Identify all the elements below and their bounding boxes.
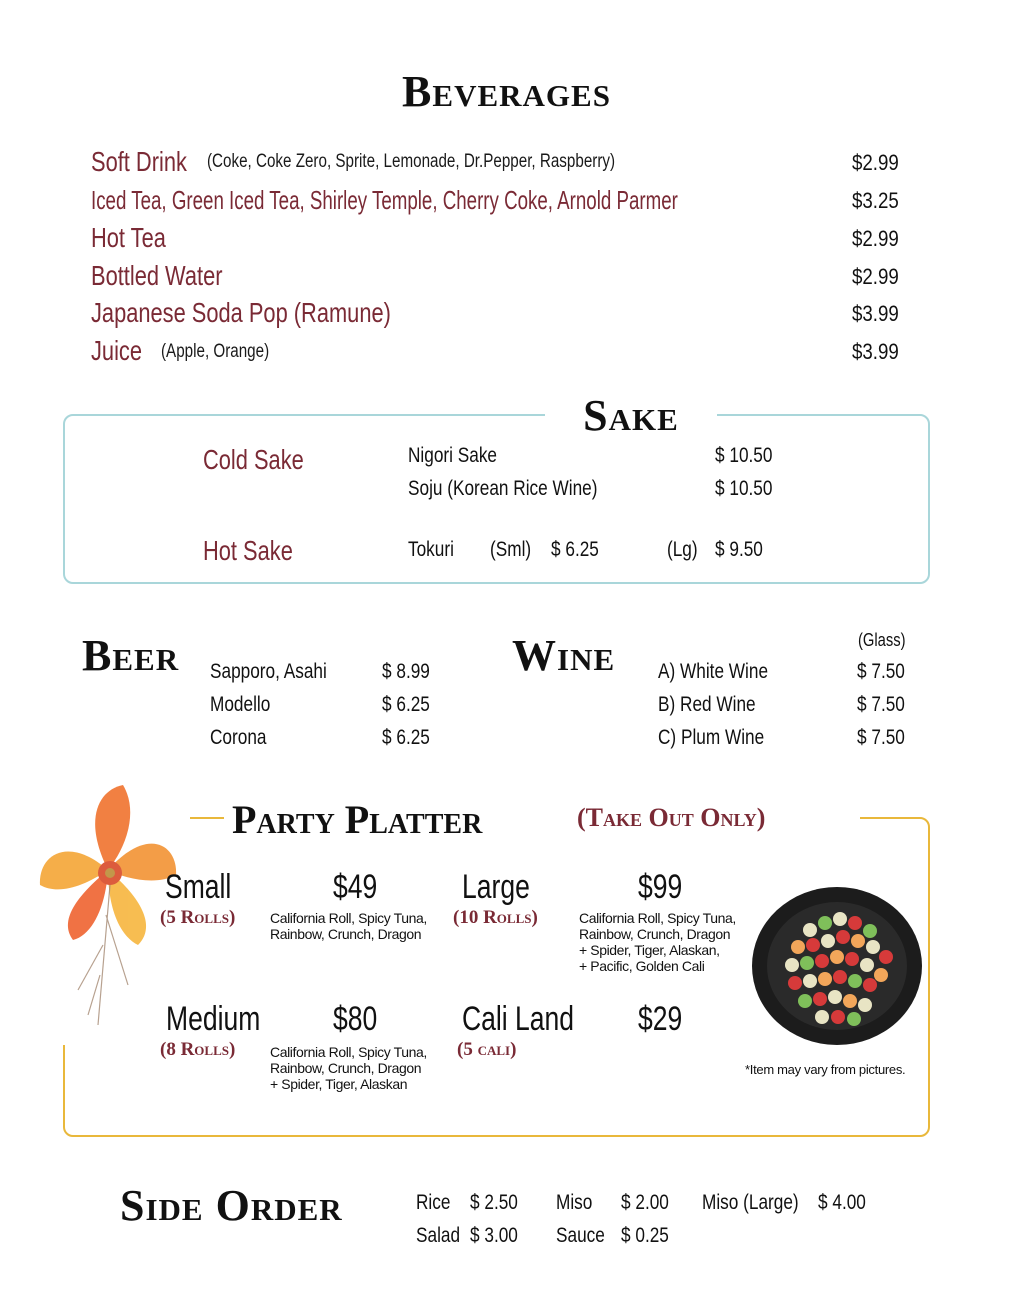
wine-item-wrap [658,726,788,750]
small-price: $49 [333,868,378,906]
list-item [91,260,260,292]
desc-line: California Roll, Spicy Tuna, [270,1044,427,1060]
item-price: $2.99 [852,150,899,175]
wine-item-price-wrap [857,693,915,717]
item-price-wrap [852,339,907,365]
side-item-wrap [416,1224,470,1248]
wine-item-price-wrap [857,660,915,684]
side-item-price: $ 2.00 [621,1191,669,1214]
desc-line: + Spider, Tiger, Alaskan [270,1076,408,1092]
wine-item-name: C) Plum Wine [658,726,765,749]
side-item-price: $ 4.00 [818,1191,866,1214]
beer-item-wrap [210,660,352,684]
wine-item-name: A) White Wine [658,660,769,683]
beer-item-price: $ 6.25 [382,726,430,749]
side-item-name: Miso [556,1191,593,1214]
disclaimer: *Item may vary from pictures. [745,1062,906,1077]
sake-item-price: $ 10.50 [715,477,773,500]
list-item [91,297,475,329]
item-name: Soft Drink [91,146,187,177]
desc-line: California Roll, Spicy Tuna, [579,910,736,926]
item-name: Japanese Soda Pop (Ramune) [91,297,391,328]
side-item-price-wrap [621,1224,679,1248]
medium-price-wrap [333,1000,390,1039]
side-item-price-wrap [470,1224,528,1248]
medium-price: $80 [333,1000,378,1038]
tokuri-lg-label: (Lg) [667,538,698,561]
title-rule-right [862,817,918,819]
small-name-wrap [165,868,250,907]
side-title: Side Order [120,1181,343,1230]
large-count: (10 Rolls) [453,907,538,928]
sushi-platter-image [750,885,925,1047]
beverages-title: Beverages [402,67,611,116]
wine-item-price: $ 7.50 [857,693,905,716]
large-name-wrap [462,868,549,907]
item-note: (Coke, Coke Zero, Sprite, Lemonade, Dr.Pepper, Raspberry) [207,151,616,172]
sake-item-wrap [408,477,639,501]
beer-item-wrap [210,726,279,750]
sake-item-wrap [408,444,517,468]
wine-item-price: $ 7.50 [857,726,905,749]
wine-item-wrap [658,660,792,684]
beer-item-name: Sapporo, Asahi [210,660,327,683]
item-name: Bottled Water [91,260,223,291]
tokuri-wrap [408,538,464,562]
tokuri-name: Tokuri [408,538,454,561]
side-item-price: $ 2.50 [470,1191,518,1214]
desc-line: + Pacific, Golden Cali [579,958,705,974]
side-item-price-wrap [818,1191,876,1215]
item-price: $3.99 [852,301,899,326]
side-item-wrap [556,1224,616,1248]
small-count: (5 Rolls) [160,907,236,928]
small-name: Small [165,868,232,906]
beer-item-name: Corona [210,726,267,749]
desc-line: Rainbow, Crunch, Dragon [579,926,731,942]
item-name: Iced Tea, Green Iced Tea, Shirley Temple, Cherry Coke, Arnold Parmer [91,185,678,215]
side-item-price-wrap [470,1191,528,1215]
side-item-price-wrap [621,1191,679,1215]
hot-sake-label: Hot Sake [203,535,293,566]
list-item-note [207,151,717,173]
list-item [91,222,187,254]
sake-item-price: $ 10.50 [715,444,773,467]
side-item-wrap [416,1191,458,1215]
item-price: $3.25 [852,188,899,213]
small-desc [270,910,427,942]
beer-item-name: Modello [210,693,271,716]
item-price-wrap [852,188,907,214]
list-item [91,146,214,178]
side-item-name: Salad [416,1224,461,1247]
large-price: $99 [638,868,683,906]
beer-item-wrap [210,693,284,717]
list-item [91,185,906,216]
medium-desc [270,1044,427,1092]
hot-sake-label-wrap [203,535,318,567]
cali-price: $29 [638,1000,683,1038]
desc-line: California Roll, Spicy Tuna, [270,910,427,926]
item-note: (Apple, Orange) [161,341,270,362]
cold-sake-label-wrap [203,444,332,476]
beer-item-price-wrap [382,693,440,717]
large-desc [579,910,736,974]
side-item-wrap [556,1191,600,1215]
sake-item-name: Soju (Korean Rice Wine) [408,477,598,500]
beer-item-price-wrap [382,660,440,684]
large-price-wrap [638,868,695,907]
wine-item-name: B) Red Wine [658,693,756,716]
item-price: $2.99 [852,264,899,289]
cold-sake-label: Cold Sake [203,444,304,475]
tokuri-lg-price: $ 9.50 [715,538,763,561]
beer-item-price-wrap [382,726,440,750]
item-name: Hot Tea [91,222,166,253]
party-title: Party Platter [232,797,483,842]
medium-count: (8 Rolls) [160,1039,236,1060]
sake-item-name: Nigori Sake [408,444,498,467]
beer-title: Beer [82,631,180,680]
cali-name: Cali Land [462,1000,575,1038]
desc-line: + Spider, Tiger, Alaskan, [579,942,720,958]
medium-name-wrap [166,1000,287,1039]
sake-title: Sake [583,391,679,440]
item-price-wrap [852,301,907,327]
tokuri-sml-price: $ 6.25 [551,538,599,561]
side-item-wrap [702,1191,820,1215]
cali-name-wrap [462,1000,606,1039]
wine-glass-label: (Glass) [858,630,906,650]
wine-title: Wine [512,631,616,680]
item-price: $3.99 [852,339,899,364]
item-price-wrap [852,150,907,176]
item-name: Juice [91,335,142,366]
side-item-name: Miso (Large) [702,1191,799,1214]
tokuri-sml-price-wrap [551,538,609,562]
list-item [91,335,156,367]
tokuri-lg-wrap [667,538,704,562]
large-name: Large [462,868,530,906]
sake-item-price-wrap [715,477,785,501]
wine-item-wrap [658,693,777,717]
cali-count: (5 cali) [457,1039,517,1060]
wine-glass-wrap [858,630,916,651]
sake-item-price-wrap [715,444,785,468]
wine-item-price: $ 7.50 [857,660,905,683]
tokuri-sml-wrap [490,538,540,562]
wine-item-price-wrap [857,726,915,750]
item-price-wrap [852,226,907,252]
side-item-name: Rice [416,1191,451,1214]
side-item-name: Sauce [556,1224,605,1247]
tokuri-lg-price-wrap [715,538,773,562]
item-price-wrap [852,264,907,290]
item-price: $2.99 [852,226,899,251]
beer-item-price: $ 6.25 [382,693,430,716]
party-note: (Take Out Only) [577,803,766,832]
small-price-wrap [333,868,390,907]
tokuri-sml-label: (Sml) [490,538,532,561]
side-item-price: $ 0.25 [621,1224,669,1247]
desc-line: Rainbow, Crunch, Dragon [270,1060,422,1076]
cali-price-wrap [638,1000,695,1039]
side-item-price: $ 3.00 [470,1224,518,1247]
desc-line: Rainbow, Crunch, Dragon [270,926,422,942]
beer-item-price: $ 8.99 [382,660,430,683]
list-item-note [161,341,296,363]
medium-name: Medium [166,1000,261,1038]
